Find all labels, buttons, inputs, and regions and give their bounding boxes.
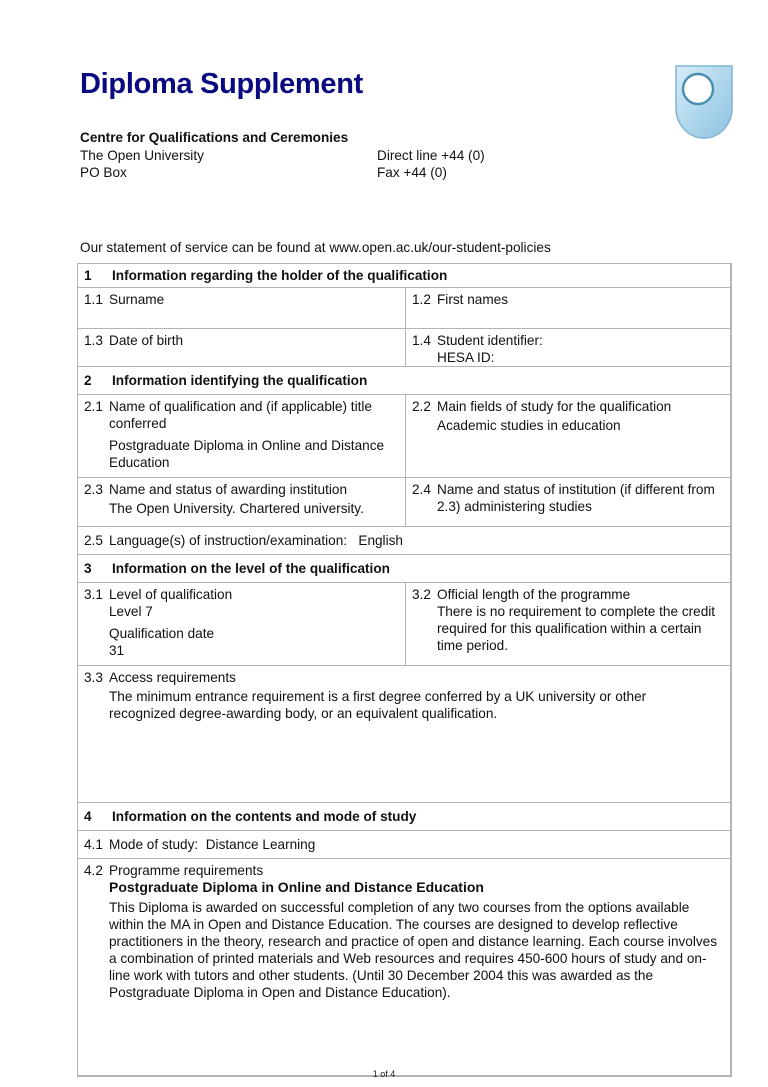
section-number: 4 (84, 809, 92, 824)
programme-title: Postgraduate Diploma in Online and Distance Education (109, 879, 484, 895)
field-label: Official length of the programme (437, 587, 631, 602)
row-1-1-1-2 (78, 287, 730, 328)
row-3-1-3-2 (78, 582, 730, 665)
field-label: Name and status of institution (if different from 2.3) administering studies (437, 482, 715, 514)
programme-description: This Diploma is awarded on successful completion of any two courses from the options available within the MA in Open and Distance Education. The courses are designed to develop reflective practitioners in the theory, research and practice of open and distance learning. Each course involves a combination of printed materials and Web resources and requires 450-600 hours of study and on-line work with tutors and other students. (Until 30 December 2004 this was awarded as the Postgraduate Diploma in Open and Distance Education). (109, 900, 718, 1000)
section-number: 3 (84, 561, 92, 576)
field-label: First names (437, 292, 509, 307)
field-language: 2.5 Language(s) of instruction/examination: English (84, 533, 403, 548)
statement-of-service: Our statement of service can be found at www.open.ac.uk/our-student-policies (80, 240, 551, 255)
field-value: The Open University. Chartered university. (109, 501, 364, 516)
field-value: The minimum entrance requirement is a first degree conferred by a UK university or other recognized degree-awarding body, or an equivalent qualification. (109, 689, 647, 721)
address-line-2: PO Box (80, 165, 127, 180)
field-label: Date of birth (109, 333, 184, 348)
field-value: Postgraduate Diploma in Online and Distance Education (109, 438, 385, 470)
section-number: 1 (84, 268, 92, 283)
field-label: Surname (109, 292, 165, 307)
section-3-header (78, 554, 730, 582)
organisation-block (80, 129, 485, 182)
field-label: Language(s) of instruction/examination: (109, 533, 348, 548)
section-title: Information on the level of the qualification (112, 561, 390, 576)
address-line-1: The Open University (80, 147, 204, 163)
field-level-of-qualification: 3.1 Level of qualification Level 7 Qualification date 31 (78, 583, 406, 665)
row-4-2 (78, 858, 730, 1075)
field-awarding-institution: 2.3 Name and status of awarding institution The Open University. Chartered university. (78, 478, 406, 526)
direct-line: Direct line +44 (0) (377, 147, 485, 163)
field-value: Distance Learning (205, 837, 316, 852)
field-label: Name and status of awarding institution (109, 482, 348, 497)
fax-line: Fax +44 (0) (377, 165, 447, 180)
row-2-5 (78, 526, 730, 554)
field-date-of-birth: 1.3 Date of birth (78, 329, 406, 366)
section-1-header (78, 264, 730, 287)
field-mode-of-study: 4.1 Mode of study: Distance Learning (84, 837, 316, 852)
field-label: Name of qualification and (if applicable) title conferred (109, 399, 372, 431)
field-value: There is no requirement to complete the credit required for this qualification within a certain time period. (437, 604, 716, 653)
org-name: Centre for Qualifications and Ceremonies (80, 130, 349, 145)
field-label: Level of qualification (109, 587, 233, 602)
section-title: Information regarding the holder of the qualification (112, 268, 448, 283)
qualification-date-value: 31 (109, 643, 125, 658)
field-administering-institution: 2.4 Name and status of institution (if different from 2.3) administering studies (406, 478, 730, 526)
row-2-3-2-4 (78, 477, 730, 526)
qualification-date-label: Qualification date (109, 626, 215, 641)
open-university-shield-icon (674, 64, 734, 140)
field-label: Access requirements (109, 670, 236, 685)
row-4-1 (78, 830, 730, 858)
row-2-1-2-2 (78, 394, 730, 477)
row-1-3-1-4 (78, 328, 730, 366)
field-label: Mode of study: (109, 837, 199, 852)
section-4-header (78, 802, 730, 830)
page-number: 1 of 4 (372, 1069, 396, 1079)
section-title: Information identifying the qualification (112, 373, 368, 388)
field-programme-length: 3.2 Official length of the programme There is no requirement to complete the credit required for this qualification within a certain time period. (406, 583, 730, 665)
field-sublabel: HESA ID: (437, 350, 495, 365)
row-3-3 (78, 665, 730, 802)
section-number: 2 (84, 373, 92, 388)
field-value: Level 7 (109, 604, 153, 619)
field-value: Academic studies in education (437, 418, 621, 433)
field-student-identifier: 1.4 Student identifier: HESA ID: (406, 329, 730, 366)
field-surname: 1.1 Surname (78, 288, 406, 328)
field-label: Main fields of study for the qualification (437, 399, 672, 414)
document-title: Diploma Supplement (80, 68, 364, 100)
field-programme-requirements: 4.2 Programme requirements Postgraduate Diploma in Online and Distance Education This Diploma is awarded on successful completion of any two courses from the options available within the MA in Open and Distance Education. The courses are designed to develop reflective practitioners in the theory, research and practice of open and distance learning. Each course involves a combination of printed materials and Web resources and requires 450-600 hours of study and on-line work with tutors and other students. (Until 30 December 2004 this was awarded as the Postgraduate Diploma in Open and Distance Education). (78, 859, 730, 1075)
field-label: Programme requirements (109, 863, 264, 878)
field-main-fields-of-study: 2.2 Main fields of study for the qualification Academic studies in education (406, 395, 730, 477)
section-title: Information on the contents and mode of study (112, 809, 417, 824)
field-label: Student identifier: (437, 333, 543, 348)
field-qualification-name: 2.1 Name of qualification and (if applicable) title conferred Postgraduate Diploma in Online and Distance Education (78, 395, 406, 477)
field-first-names: 1.2 First names (406, 288, 730, 328)
field-value: English (358, 533, 403, 548)
field-access-requirements: 3.3 Access requirements The minimum entrance requirement is a first degree conferred by a UK university or other recognized degree-awarding body, or an equivalent qualification. (78, 666, 730, 802)
supplement-table (77, 263, 732, 1077)
section-2-header (78, 366, 730, 394)
